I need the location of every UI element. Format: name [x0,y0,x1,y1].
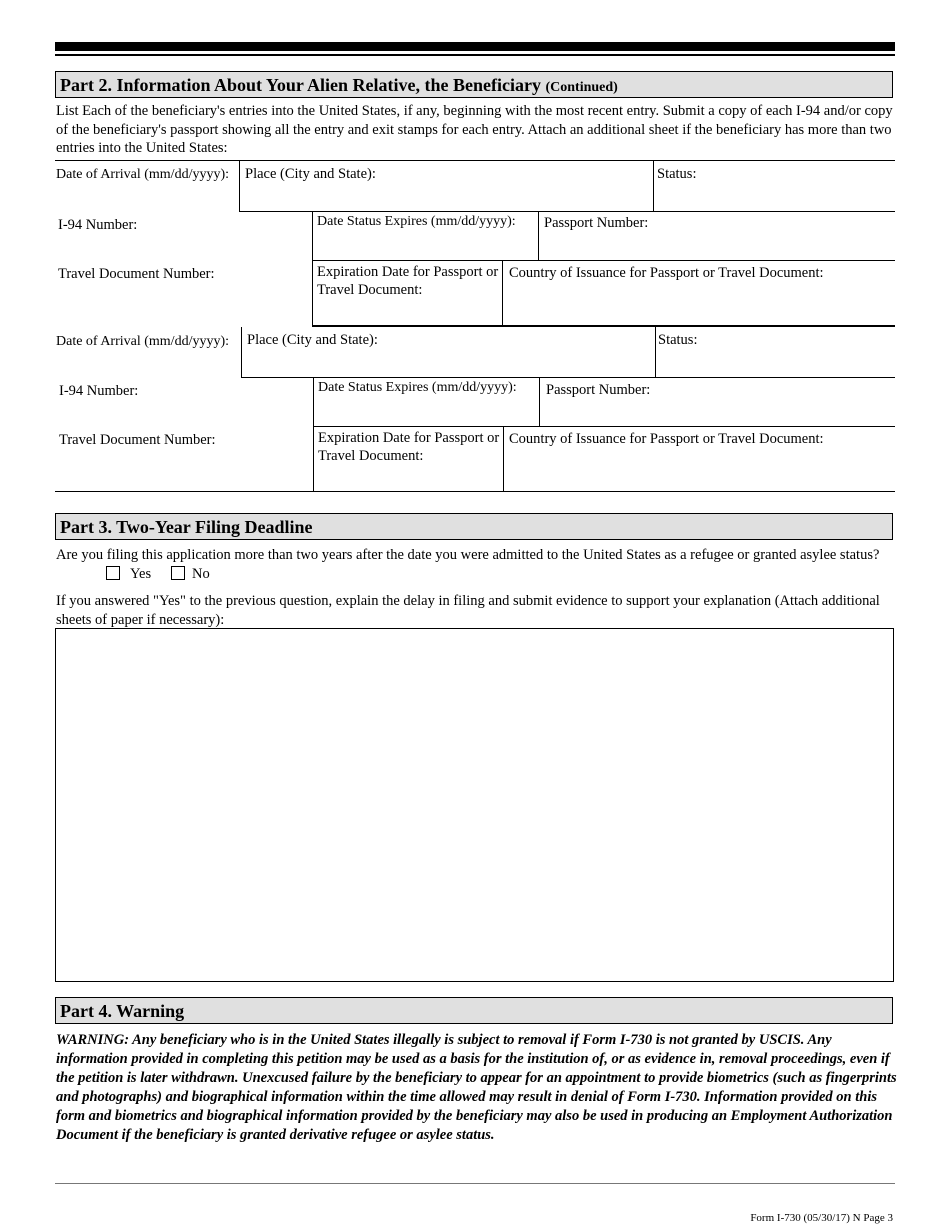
divider [239,211,895,212]
date-of-arrival-field[interactable] [56,352,239,376]
yes-checkbox[interactable] [106,566,120,580]
part2-instructions: List Each of the beneficiary's entries into the United States, if any, beginning with the most recent entry. Submit a copy of each I-94 and/or copy of the beneficiary's passport showing all the entry and exit stamps for each entry. Attach an additional sheet if the beneficiary has more than two entries into the United States: [56,103,893,156]
passport-number-label: Passport Number: [544,215,649,231]
status-label: Status: [658,332,698,348]
divider [312,211,313,325]
country-of-issuance-field[interactable] [504,285,893,323]
divider [239,161,240,211]
expiration-date-label: Expiration Date for Passport or Travel Document: [318,430,500,464]
divider [313,426,895,427]
country-of-issuance-field[interactable] [505,451,893,489]
expiration-date-label: Expiration Date for Passport or Travel Document: [317,264,499,298]
date-of-arrival-field[interactable] [56,184,238,210]
i94-number-label: I-94 Number: [58,217,138,233]
top-rule-thin [55,54,895,56]
part2-title: Part 2. Information About Your Alien Relative, the Beneficiary [60,75,541,95]
travel-doc-number-label: Travel Document Number: [58,266,215,282]
top-rule-thick [55,42,895,51]
divider [313,377,314,491]
part4-title: Part 4. Warning [60,1001,185,1021]
footer-form-id: Form I-730 (05/30/17) N Page 3 [750,1212,893,1224]
place-field[interactable] [243,350,653,376]
divider [653,161,654,211]
place-label: Place (City and State): [247,332,378,348]
part3-question [56,546,896,565]
divider [241,327,242,377]
part3-title: Part 3. Two-Year Filing Deadline [60,517,313,537]
part2-continued: (Continued) [545,80,618,95]
warning-text: WARNING: Any beneficiary who is in the United States illegally is subject to removal if Form I-730 is not granted by USCIS. Any information provided in completing this petition may be used as a basis for the institution of, or as evidence in, removal proceedings, even if the petition is later withdrawn. Unexcused failure by the beneficiary to appear for an appointment to provide biometrics (such as fingerprints and photographs) and biographical information within the time allowed may result in denial of Form I-730. Information provided on this form and biometrics and biographical information provided by the beneficiary may also be used in producing an Employment Authorization Document if the beneficiary is granted derivative refugee or asylee status. [56,1032,897,1143]
divider [312,325,895,327]
date-status-expires-label: Date Status Expires (mm/dd/yyyy): [317,214,516,229]
date-of-arrival-label: Date of Arrival (mm/dd/yyyy): [56,334,230,349]
date-status-expires-label: Date Status Expires (mm/dd/yyyy): [318,380,517,395]
part4-header [55,997,893,1024]
divider [503,426,504,491]
i94-number-field[interactable] [56,235,310,259]
divider [55,491,895,492]
part2-header [55,71,893,98]
part3-question-text: Are you filing this application more than two years after the date you were admitted to the United States as a refugee or granted asylee status? [56,547,880,563]
date-status-expires-field[interactable] [314,232,536,259]
divider [241,377,895,378]
travel-doc-number-field[interactable] [56,451,311,489]
i94-number-label: I-94 Number: [59,383,139,399]
status-field[interactable] [657,350,893,376]
place-label: Place (City and State): [245,166,376,182]
country-of-issuance-label: Country of Issuance for Passport or Travel Document: [509,431,824,447]
date-of-arrival-label: Date of Arrival (mm/dd/yyyy): [56,167,230,182]
no-checkbox[interactable] [171,566,185,580]
footer-rule [55,1183,895,1184]
expiration-date-field[interactable] [314,300,500,323]
divider [539,377,540,426]
date-status-expires-field[interactable] [315,398,538,425]
yes-label: Yes [130,566,152,582]
status-field[interactable] [655,184,893,210]
divider [312,260,895,261]
passport-number-field[interactable] [541,400,893,425]
part3-explain: If you answered "Yes" to the previous question, explain the delay in filing and submit evidence to support your explanation (Attach additional sheets of paper if necessary): [56,593,880,628]
travel-doc-number-label: Travel Document Number: [59,432,216,448]
country-of-issuance-label: Country of Issuance for Passport or Travel Document: [509,265,824,281]
divider [55,160,895,161]
part3-header [55,513,893,540]
divider [538,211,539,260]
place-field[interactable] [241,184,651,210]
passport-number-label: Passport Number: [546,382,651,398]
status-label: Status: [657,166,697,182]
divider [655,327,656,377]
i94-number-field[interactable] [56,401,311,425]
no-label: No [192,566,210,582]
passport-number-field[interactable] [540,233,893,259]
expiration-date-field[interactable] [315,466,501,489]
travel-doc-number-field[interactable] [56,285,310,323]
divider [502,260,503,325]
explanation-textbox[interactable] [55,628,894,982]
